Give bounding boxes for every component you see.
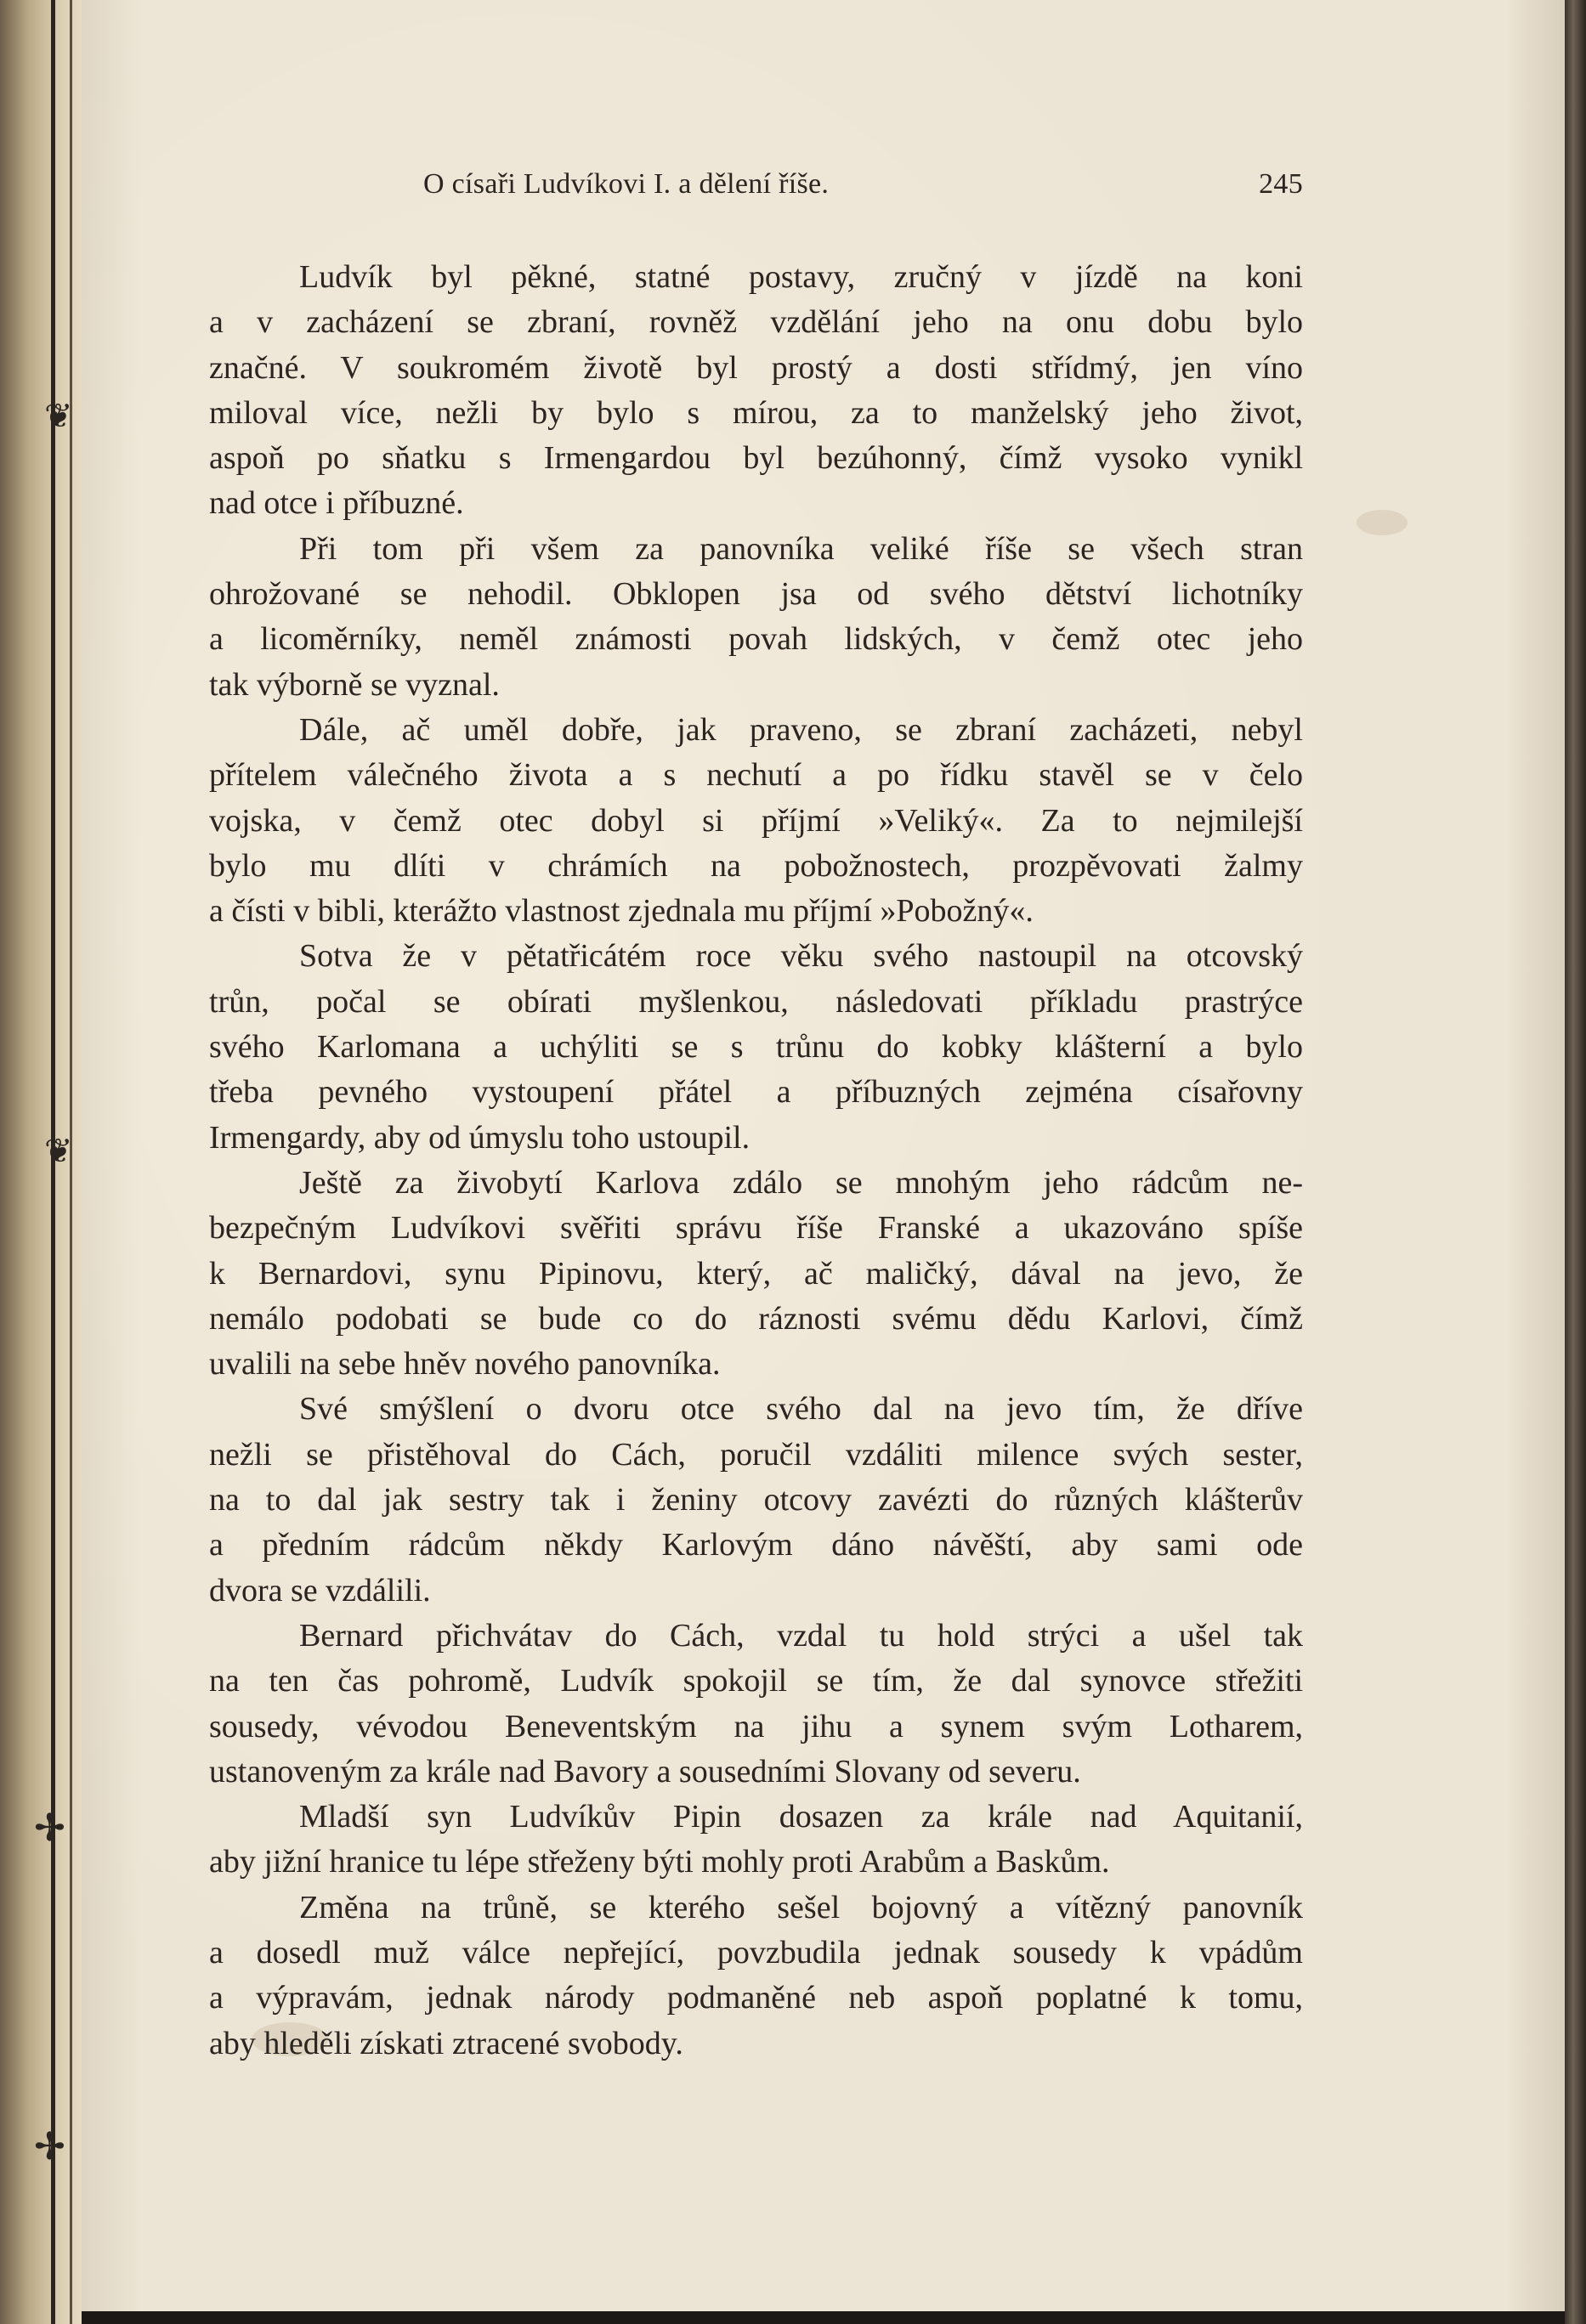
- text-line: ohrožované se nehodil. Obklopen jsa od svého dětství lichotníky: [209, 576, 1303, 613]
- text-line: svého Karlomana a uchýliti se s trůnu do kobky klášterní a bylo: [209, 1029, 1303, 1066]
- text-line: Irmengardy, aby od úmyslu toho ustoupil.: [209, 1119, 751, 1156]
- page-number: 245: [1259, 168, 1303, 200]
- text-line: Dále, ač uměl dobře, jak praveno, se zbraní zacházeti, nebyl: [299, 711, 1303, 748]
- text-line: a předním rádcům někdy Karlovým dáno návěští, aby sami ode: [209, 1527, 1303, 1563]
- text-line: nežli se přistěhoval do Cách, poručil vzdáliti milence svých sester,: [209, 1436, 1303, 1473]
- text-line: Ještě za živobytí Karlova zdálo se mnohým jeho rádcům ne-: [299, 1164, 1303, 1201]
- book-gutter: [0, 0, 82, 2324]
- text-line: a v zacházení se zbraní, rovněž vzdělání jeho na onu dobu bylo: [209, 304, 1303, 341]
- text-line: aby jižní hranice tu lépe střeženy býti mohly proti Arabům a Baskům.: [209, 1844, 1110, 1880]
- text-line: uvalili na sebe hněv nového panovníka.: [209, 1346, 721, 1383]
- text-line: miloval více, nežli by bylo s mírou, za to manželský jeho život,: [209, 394, 1303, 431]
- text-line: Mladší syn Ludvíkův Pipin dosazen za krále nad Aquitanií,: [299, 1799, 1303, 1835]
- text-line: trůn, počal se obírati myšlenkou, následovati příkladu prastrýce: [209, 983, 1303, 1020]
- text-line: třeba pevného vystoupení přátel a příbuzných zejména císařovny: [209, 1074, 1303, 1111]
- paper-spot: [1357, 510, 1408, 535]
- text-line: na to dal jak sestry tak i ženiny otcovy zavézti do různých klášterův: [209, 1482, 1303, 1518]
- text-line: značné. V soukromém životě byl prostý a dosti střídmý, jen víno: [209, 349, 1303, 386]
- text-line: k Bernardovi, synu Pipinovu, který, ač maličký, dával na jevo, že: [209, 1255, 1303, 1292]
- binding-thread-mark: ❦: [44, 1132, 73, 1171]
- text-line: přítelem válečného života a s nechutí a po řídku stavěl se v čelo: [209, 757, 1303, 794]
- text-line: a výpravám, jednak národy podmaněné neb aspoň poplatné k tomu,: [209, 1980, 1303, 2016]
- text-line: dvora se vzdálili.: [209, 1572, 431, 1609]
- text-line: nad otce i příbuzné.: [209, 485, 464, 522]
- text-line: a dosedl muž válce nepřející, povzbudila jednak sousedy k vpádům: [209, 1934, 1303, 1971]
- text-line: a licoměrníky, neměl známosti povah lidských, v čemž otec jeho: [209, 621, 1303, 658]
- text-line: Své smýšlení o dvoru otce svého dal na jevo tím, že dříve: [299, 1391, 1303, 1428]
- text-line: aby hleděli získati ztracené svobody.: [209, 2025, 683, 2061]
- text-line: sousedy, vévodou Beneventským na jihu a synem svým Lotharem,: [209, 1708, 1303, 1744]
- binding-thread-mark: ✢: [34, 1807, 65, 1850]
- text-line: bezpečným Ludvíkovi svěřiti správu říše Franské a ukazováno spíše: [209, 1210, 1303, 1247]
- text-line: bylo mu dlíti v chrámích na pobožnostech, prozpěvovati žalmy: [209, 847, 1303, 884]
- text-line: Změna na trůně, se kterého sešel bojovný a vítězný panovník: [299, 1889, 1303, 1925]
- page-right-edge: [1565, 0, 1586, 2324]
- text-line: Bernard přichvátav do Cách, vzdal tu hold strýci a ušel tak: [299, 1617, 1303, 1654]
- text-line: na ten čas pohromě, Ludvík spokojil se tím, že dal synovce střežiti: [209, 1663, 1303, 1699]
- binding-thread-mark: ✢: [34, 2125, 65, 2169]
- text-line: tak výborně se vyznal.: [209, 666, 500, 703]
- text-line: Sotva že v pětatřicátém roce věku svého nastoupil na otcovský: [299, 938, 1303, 975]
- body-text: [209, 255, 1303, 2067]
- text-line: Ludvík byl pěkné, statné postavy, zručný v jízdě na koni: [299, 259, 1303, 295]
- text-line: Při tom při všem za panovníka veliké říše se všech stran: [299, 530, 1303, 567]
- text-line: nemálo podobati se bude co do ráznosti svému dědu Karlovi, čímž: [209, 1300, 1303, 1337]
- text-line: a čísti v bibli, kterážto vlastnost zjednala mu příjmí »Pobožný«.: [209, 893, 1034, 930]
- running-title: O císaři Ludvíkovi I. a dělení říše.: [423, 168, 830, 200]
- text-line: aspoň po sňatku s Irmengardou byl bezúhonný, čímž vysoko vynikl: [209, 440, 1303, 477]
- binding-thread-mark: ❦: [44, 397, 73, 436]
- text-line: vojska, v čemž otec dobyl si příjmí »Veliký«. Za to nejmilejší: [209, 802, 1303, 839]
- running-header: [423, 168, 1303, 211]
- text-line: ustanoveným za krále nad Bavory a sousedními Slovany od severu.: [209, 1753, 1081, 1790]
